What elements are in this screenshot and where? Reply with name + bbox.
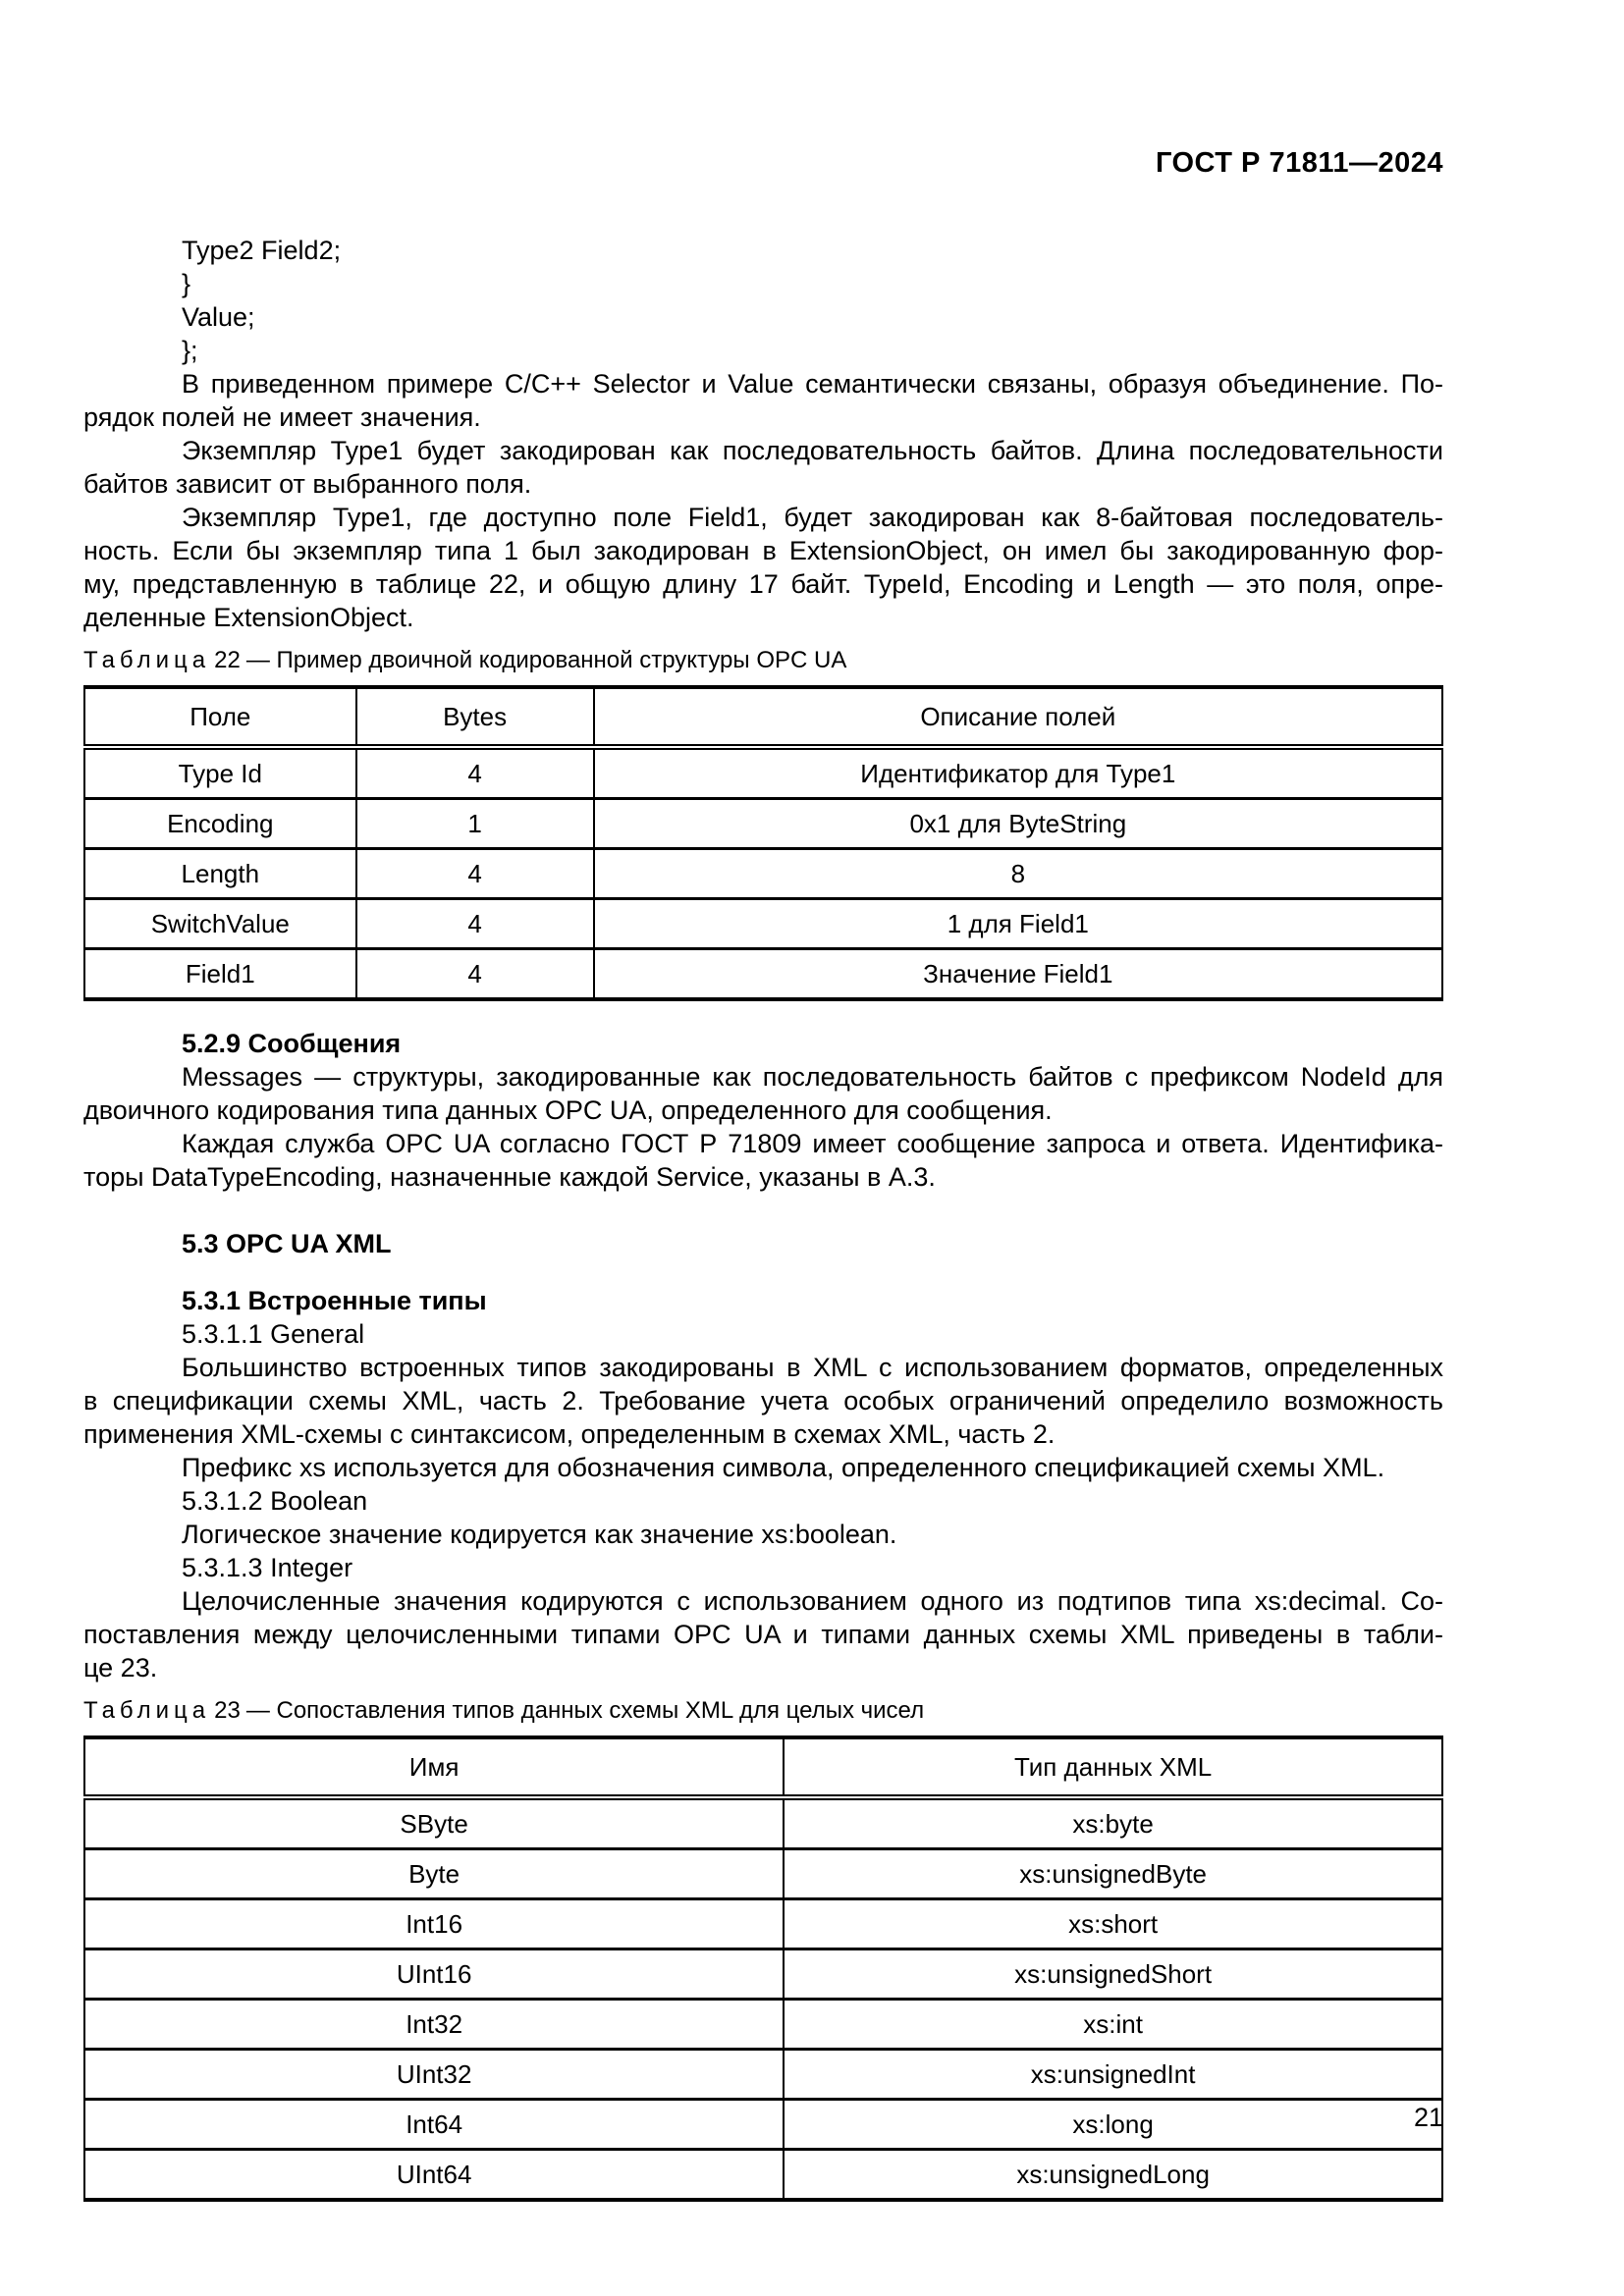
table-cell: xs:int	[784, 2000, 1442, 2050]
data-table	[83, 685, 1443, 1001]
table-row	[84, 747, 1442, 799]
table-cell: 0x1 для ByteString	[594, 799, 1442, 849]
table-caption	[83, 1696, 1443, 1726]
paragraph-line: поставления между целочисленными типами OPC UA и типами данных схемы XML приведены в табли-	[83, 1620, 1443, 1649]
code-line: Value;	[182, 302, 255, 332]
table-cell: xs:unsignedLong	[784, 2150, 1442, 2201]
paragraph	[83, 1127, 1443, 1194]
table-cell: 1	[356, 799, 594, 849]
code-block	[83, 234, 1443, 367]
paragraph-line: Логическое значение кодируется как значение xs:boolean.	[182, 1520, 897, 1549]
table-cell: xs:unsignedShort	[784, 1949, 1442, 2000]
document-content	[83, 234, 1443, 2202]
paragraph	[83, 1351, 1443, 1451]
table-cell: Int32	[84, 2000, 784, 2050]
table-cell: xs:short	[784, 1899, 1442, 1949]
table-row	[84, 1949, 1442, 2000]
paragraph-line: торы DataTypeEncoding, назначенные каждой Service, указаны в А.3.	[83, 1162, 936, 1192]
page-number: 21	[1413, 2103, 1443, 2132]
paragraph-line: ность. Если бы экземпляр типа 1 был закодирован в ExtensionObject, он имел бы закодированную фор-	[83, 536, 1443, 565]
table-cell: Byte	[84, 1849, 784, 1899]
table-cell: 1 для Field1	[594, 899, 1442, 949]
paragraph-line: В приведенном примере C/C++ Selector и Value семантически связаны, образуя объединение. По-	[182, 369, 1443, 399]
table-caption-word: Таблица	[83, 1697, 211, 1724]
section-heading: 5.2.9 Сообщения	[182, 1029, 402, 1058]
table-header-cell: Bytes	[356, 687, 594, 747]
table-row	[84, 799, 1442, 849]
code-line: }	[182, 269, 191, 298]
table-cell: 4	[356, 747, 594, 799]
table-cell: UInt32	[84, 2050, 784, 2100]
table-cell: Int64	[84, 2100, 784, 2150]
table-cell: Int16	[84, 1899, 784, 1949]
table-header-row	[84, 1737, 1442, 1797]
section-heading: 5.3.1 Встроенные типы	[182, 1286, 487, 1315]
section-heading: 5.3.1.2 Boolean	[182, 1486, 368, 1516]
code-line: Type2 Field2;	[182, 236, 342, 265]
table-body	[84, 1797, 1442, 2200]
table-header-cell: Имя	[84, 1737, 784, 1797]
table-cell: 4	[356, 949, 594, 1000]
paragraph	[83, 1518, 1443, 1551]
paragraph-line: це 23.	[83, 1653, 158, 1682]
paragraph	[83, 1584, 1443, 1684]
table-cell: 8	[594, 849, 1442, 899]
table-cell: xs:long	[784, 2100, 1442, 2150]
table-row	[84, 899, 1442, 949]
table-row	[84, 1797, 1442, 1849]
table-cell: Encoding	[84, 799, 356, 849]
table-cell: Field1	[84, 949, 356, 1000]
table-row	[84, 1849, 1442, 1899]
table-cell: xs:byte	[784, 1797, 1442, 1849]
table-cell: Значение Field1	[594, 949, 1442, 1000]
paragraph-line: Большинство встроенных типов закодированы в XML с использованием форматов, определенных	[182, 1353, 1443, 1382]
table-cell: Идентификатор для Type1	[594, 747, 1442, 799]
table-row	[84, 2100, 1442, 2150]
paragraph-line: Messages — структуры, закодированные как последовательность байтов с префиксом NodeId для	[182, 1062, 1443, 1092]
table-caption-word: Таблица	[83, 647, 211, 673]
table-cell: SByte	[84, 1797, 784, 1849]
paragraph-line: Экземпляр Type1, где доступно поле Field1, будет закодирован как 8-байтовая последователь-	[182, 503, 1443, 532]
paragraph	[83, 1451, 1443, 1484]
table-row	[84, 949, 1442, 1000]
section-heading: 5.3.1.3 Integer	[182, 1553, 353, 1582]
paragraph-line: Каждая служба OPC UA согласно ГОСТ Р 71809 имеет сообщение запроса и ответа. Идентифика-	[182, 1129, 1443, 1158]
paragraph-line: рядок полей не имеет значения.	[83, 402, 481, 432]
section-heading: 5.3.1.1 General	[182, 1319, 365, 1349]
paragraph-line: двоичного кодирования типа данных OPC UA, определенного для сообщения.	[83, 1095, 1053, 1125]
table-caption-text: — Пример двоичной кодированной структуры OPC UA	[245, 647, 847, 673]
paragraph	[83, 1060, 1443, 1127]
table-row	[84, 2000, 1442, 2050]
table-cell: xs:unsignedByte	[784, 1849, 1442, 1899]
paragraph-line: Целочисленные значения кодируются с использованием одного из подтипов типа xs:decimal. Со-	[182, 1586, 1443, 1616]
table-body	[84, 747, 1442, 999]
section-heading: 5.3 OPC UA XML	[182, 1229, 392, 1258]
table-caption-text: — Сопоставления типов данных схемы XML для целых чисел	[245, 1697, 925, 1724]
table-cell: 4	[356, 849, 594, 899]
paragraph	[83, 367, 1443, 434]
table-header-row	[84, 687, 1442, 747]
paragraph-line: байтов зависит от выбранного поля.	[83, 469, 532, 499]
table-cell: SwitchValue	[84, 899, 356, 949]
code-line: };	[182, 336, 198, 365]
table-cell: UInt16	[84, 1949, 784, 2000]
paragraph	[83, 501, 1443, 634]
table-header-cell: Поле	[84, 687, 356, 747]
table-header-cell: Описание полей	[594, 687, 1442, 747]
table-head	[84, 687, 1442, 747]
paragraph-line: в спецификации схемы XML, часть 2. Требование учета особых ограничений определило возможность	[83, 1386, 1443, 1415]
data-table	[83, 1735, 1443, 2202]
table-head	[84, 1737, 1442, 1797]
table-caption	[83, 646, 1443, 675]
table-cell: Length	[84, 849, 356, 899]
table-row	[84, 1899, 1442, 1949]
table-caption-number: 23	[214, 1697, 241, 1724]
table-cell: Type Id	[84, 747, 356, 799]
paragraph-line: применения XML-схемы с синтаксисом, определенным в схемах XML, часть 2.	[83, 1419, 1056, 1449]
table-row	[84, 849, 1442, 899]
paragraph-line: деленные ExtensionObject.	[83, 603, 414, 632]
table-caption-number: 22	[214, 647, 241, 673]
table-cell: UInt64	[84, 2150, 784, 2201]
table-row	[84, 2050, 1442, 2100]
paragraph-line: Префикс xs используется для обозначения символа, определенного спецификацией схемы XML.	[182, 1453, 1385, 1482]
paragraph	[83, 434, 1443, 501]
table-cell: 4	[356, 899, 594, 949]
document-header: ГОСТ Р 71811—2024	[1155, 147, 1443, 179]
table-row	[84, 2150, 1442, 2201]
table-header-cell: Тип данных XML	[784, 1737, 1442, 1797]
paragraph-line: Экземпляр Type1 будет закодирован как последовательность байтов. Длина последовательности	[182, 436, 1443, 465]
paragraph-line: му, представленную в таблице 22, и общую длину 17 байт. TypeId, Encoding и Length — это поля, опре-	[83, 569, 1443, 599]
table-cell: xs:unsignedInt	[784, 2050, 1442, 2100]
